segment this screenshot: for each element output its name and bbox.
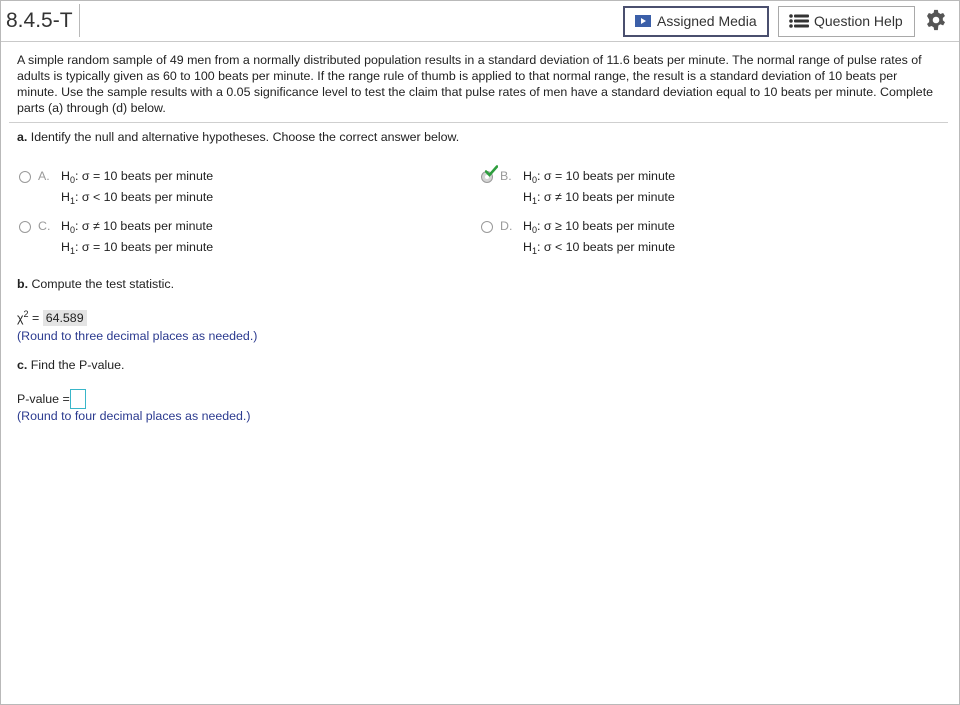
list-icon [789, 14, 809, 28]
assigned-media-label: Assigned Media [657, 13, 757, 29]
part-b-rounding-note: (Round to three decimal places as needed.) [17, 329, 258, 343]
test-statistic-answer[interactable]: 64.589 [43, 310, 87, 326]
part-b-text: Compute the test statistic. [31, 277, 175, 291]
part-b-prompt [17, 277, 174, 291]
choice-b-alt: $H_1$: σ ≠ 10 beats per minute [523, 190, 675, 206]
choice-a-radio[interactable] [19, 171, 31, 183]
part-b-label: b. [17, 277, 29, 291]
choice-c-null: $H_0$: σ ≠ 10 beats per minute [61, 219, 213, 235]
part-a-prompt [17, 130, 459, 144]
media-play-icon [635, 15, 651, 27]
part-c-prompt [17, 358, 124, 372]
pvalue-input[interactable] [70, 389, 86, 409]
pvalue-label: P-value = [17, 392, 70, 406]
question-header [0, 0, 960, 42]
question-help-label: Question Help [814, 13, 903, 29]
choice-a-letter: A. [38, 169, 50, 183]
part-a-text: Identify the null and alternative hypotheses. Choose the correct answer below. [30, 130, 460, 144]
choice-c-letter: C. [38, 219, 51, 233]
choice-a-null: $H_0$: σ = 10 beats per minute [61, 169, 214, 185]
question-help-button[interactable] [778, 6, 915, 37]
choice-b-letter: B. [500, 169, 512, 183]
gear-icon[interactable] [925, 9, 947, 31]
part-c-label: c. [17, 358, 28, 372]
choice-d-radio[interactable] [481, 221, 493, 233]
pvalue-row [17, 389, 86, 409]
header-divider [1, 41, 959, 42]
part-c-text: Find the P-value. [30, 358, 125, 372]
choice-a-alt: $H_1$: σ < 10 beats per minute [61, 190, 214, 206]
choice-d-letter: D. [500, 219, 513, 233]
part-c-rounding-note: (Round to four decimal places as needed.) [17, 409, 251, 423]
choice-c-radio[interactable] [19, 221, 31, 233]
problem-statement: A simple random sample of 49 men from a normally distributed population results in a standard deviation of 11.6 beats per minute. The normal range of pulse rates of adults is typically given as 60 to 100 beats per minute. If the range rule of thumb is applied to that normal range, the result is a standard deviation of 10 beats per minute. Use the sample results with a 0.05 significance level to test the claim that pulse rates of men have a standard deviation equal to 10 beats per minute. Complete parts (a) through (d) below. [17, 53, 934, 115]
part-a-label: a. [17, 130, 28, 144]
test-statistic-row: $\chi^2 = 64.589$ [17, 309, 87, 326]
chi-square-symbol: χ [17, 311, 24, 325]
choice-b-null: $H_0$: σ = 10 beats per minute [523, 169, 676, 185]
choice-c-alt: $H_1$: σ = 10 beats per minute [61, 240, 214, 256]
choice-d-alt: $H_1$: σ < 10 beats per minute [523, 240, 676, 256]
choice-d-null: $H_0$: σ ≥ 10 beats per minute [523, 219, 675, 235]
assigned-media-button[interactable] [623, 6, 769, 37]
question-id: 8.4.5-T [2, 4, 80, 37]
correct-check-icon [485, 165, 498, 177]
problem-divider [9, 122, 948, 123]
